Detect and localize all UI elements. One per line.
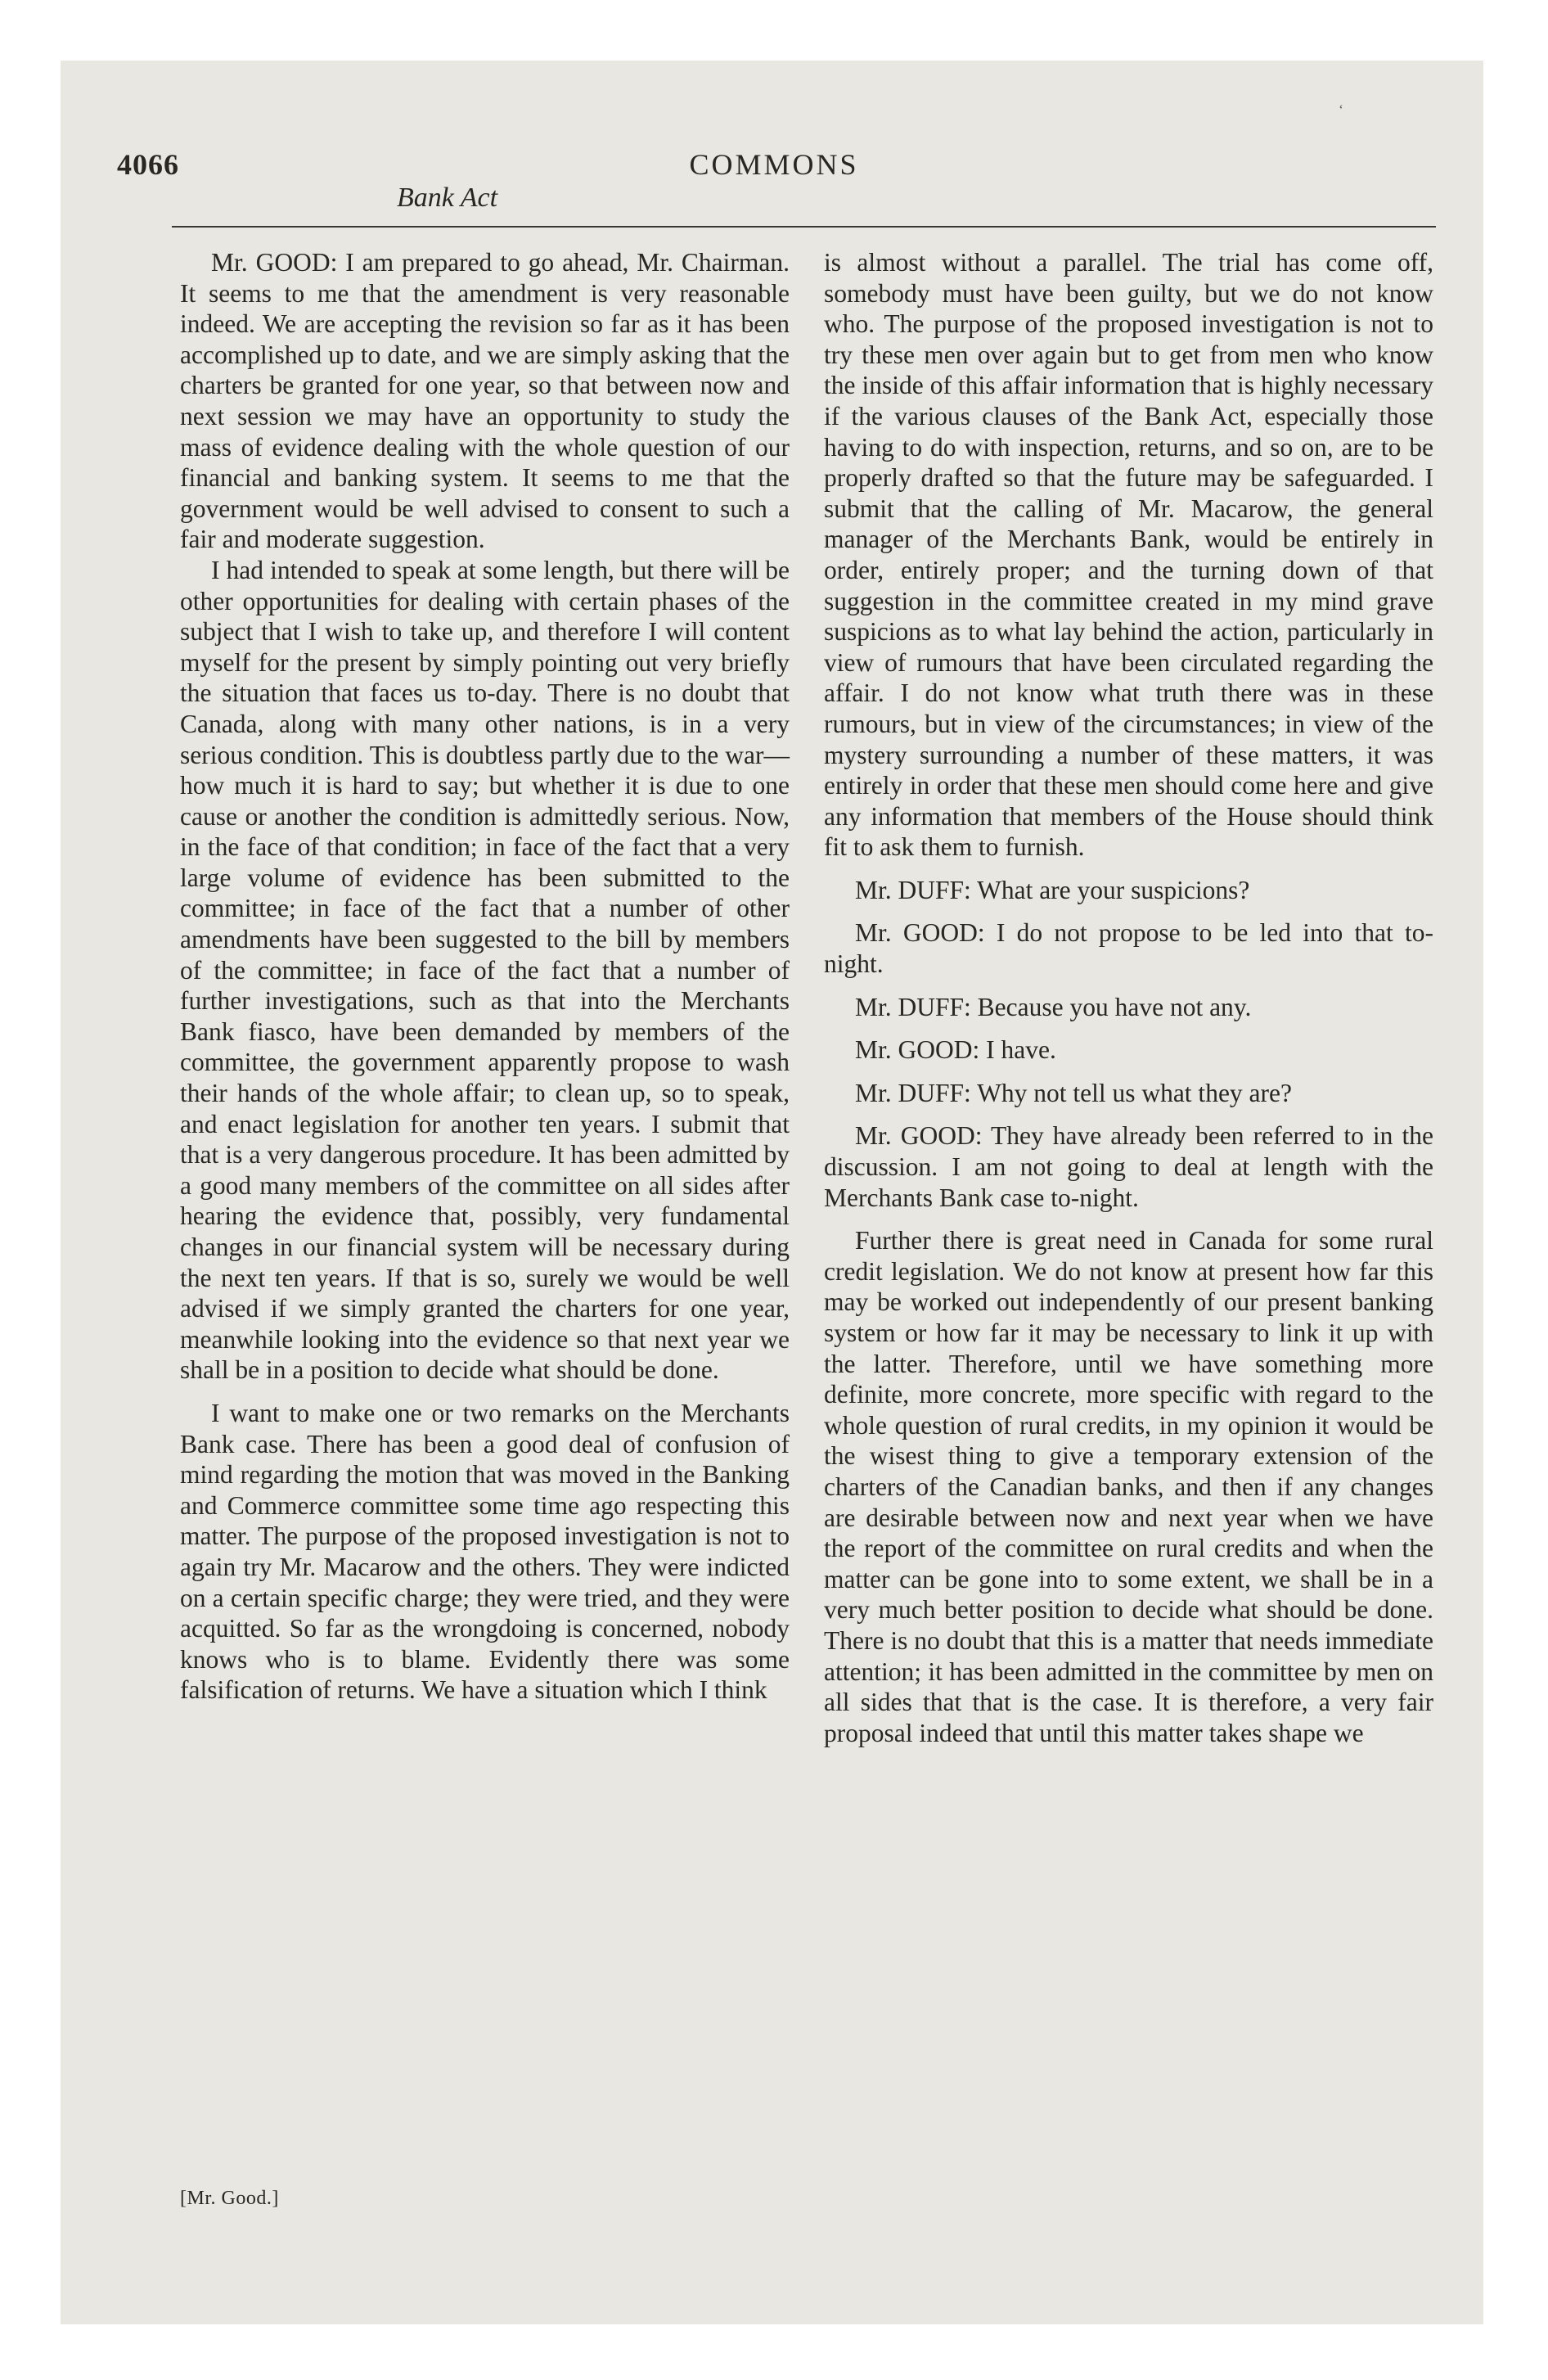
paragraph: Mr. GOOD: I do not propose to be led into that to-night. [824, 918, 1433, 979]
left-column [180, 247, 790, 1706]
paragraph: I want to make one or two remarks on the Merchants Bank case. There has been a good deal of confusion of mind regarding the motion that was moved in the Banking and Commerce committee some time ago respecting this matter. The purpose of the proposed investigation is not to again try Mr. Macarow and the others. They were indicted on a certain specific charge; they were tried, and they were acquitted. So far as the wrongdoing is concerned, nobody knows who is to blame. Evidently there was some falsification of returns. We have a situation which I think [180, 1398, 790, 1705]
running-header-subtitle: Bank Act [397, 183, 498, 213]
paragraph: Mr. DUFF: Why not tell us what they are? [855, 1078, 1292, 1107]
paragraph: Mr. DUFF: Because you have not any. [855, 992, 1252, 1021]
running-header-title: COMMONS [689, 148, 859, 181]
paragraph: Mr. GOOD: I am prepared to go ahead, Mr. Chairman. It seems to me that the amendment is very reasonable indeed. We are accepting the revision so far as it has been accomplished up to date, and we are simply asking that the charters be granted for one year, so that between now and next session we may have an opportunity to study the mass of evidence dealing with the whole question of our financial and banking system. It seems to me that the government would be well advised to consent to such a fair and moderate suggestion. [180, 248, 790, 554]
paragraph: Mr. GOOD: They have already been referred to in the discussion. I am not going to deal at length with the Merchants Bank case to-night. [824, 1121, 1433, 1212]
right-column [824, 247, 1433, 1748]
paragraph: Mr. DUFF: What are your suspicions? [855, 875, 1250, 904]
paragraph: is almost without a parallel. The trial has come off, somebody must have been guilty, but we do not know who. The purpose of the proposed investigation is not to try these men over again but to get from men who know the inside of this affair information that is highly necessary if the various clauses of the Bank Act, especially those having to do with inspection, returns, and so on, are to be properly drafted so that the future may be safeguarded. I submit that the calling of Mr. Macarow, the general manager of the Merchants Bank, would be entirely in order, entirely proper; and the turning down of that suggestion in the committee created in my mind grave suspicions as to what lay behind the action, particularly in view of rumours that have been circulated regarding the affair. I do not know what truth there was in these rumours, but in view of the circumstances; in view of the mystery surrounding a number of these matters, it was entirely in order that these men should come here and give any information that members of the House should think fit to ask them to furnish. [824, 248, 1433, 862]
page-number: 4066 [117, 148, 179, 181]
header-rule [172, 226, 1436, 228]
scan-speck: ‘ [1339, 101, 1343, 118]
paragraph: Mr. GOOD: I have. [855, 1035, 1056, 1065]
paragraph: Further there is great need in Canada for some rural credit legislation. We do not know at present how far this may be worked out independently of our present banking system or how far it may be necessary to link it up with the latter. Therefore, until we have something more definite, more concrete, more specific with regard to the whole question of rural credits, in my opinion it would be the wisest thing to give a temporary extension of the charters of the Canadian banks, and then if any changes are desirable between now and next year when we have the report of the committee on rural credits and when the matter can be gone into to some extent, we shall be in a very much better position to decide what should be done. There is no doubt that this is a matter that needs immediate attention; it has been admitted in the committee by men on all sides that that is the case. It is therefore, a very fair proposal indeed that until this matter takes shape we [824, 1226, 1433, 1747]
speaker-footnote: [Mr. Good.] [180, 2188, 279, 2209]
paragraph: I had intended to speak at some length, but there will be other opportunities for dealing with certain phases of the subject that I wish to take up, and therefore I will content myself for the present by simply pointing out very briefly the situation that faces us to-day. There is no doubt that Canada, along with many other nations, is in a very serious condition. This is doubtless partly due to the war—how much it is hard to say; but whether it is due to one cause or another the condition is admittedly serious. Now, in the face of that condition; in face of the fact that a very large volume of evidence has been submitted to the committee; in face of the fact that a number of other amendments have been suggested to the bill by members of the committee; in face of the fact that a number of further investigations, such as that into the Merchants Bank fiasco, have been demanded by members of the committee, the government apparently propose to wash their hands of the whole affair; to clean up, so to speak, and enact legislation for another ten years. I submit that that is a very dangerous procedure. It has been admitted by a good many members of the committee on all sides after hearing the evidence that, possibly, very fundamental changes in our financial system will be necessary during the next ten years. If that is so, surely we would be well advised if we simply granted the charters for one year, meanwhile looking into the evidence so that next year we shall be in a position to decide what should be done. [180, 555, 790, 1385]
